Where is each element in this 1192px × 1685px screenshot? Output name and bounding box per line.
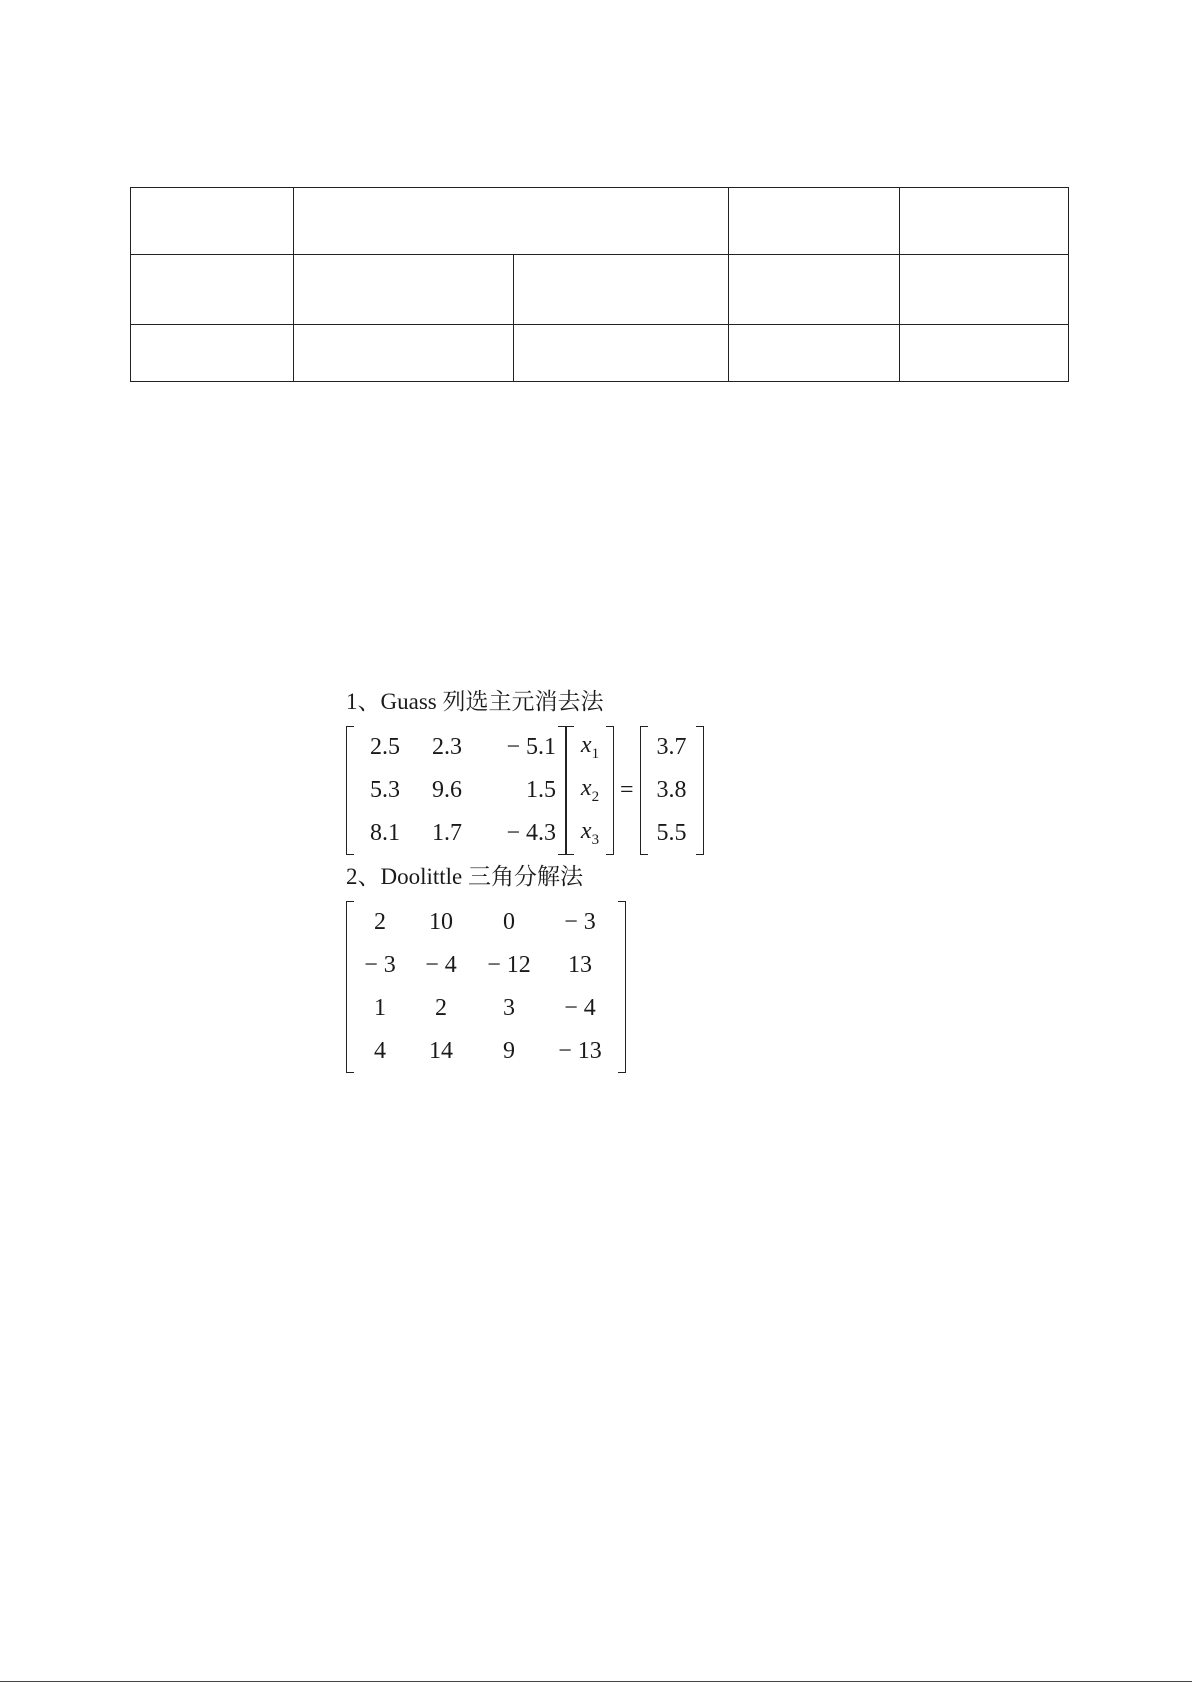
coefficient-matrix	[346, 726, 566, 855]
table-cell	[514, 255, 729, 325]
matrix-row	[574, 726, 606, 769]
table-row	[131, 325, 1069, 382]
matrix-cell: 3.7	[656, 734, 687, 760]
table-cell	[131, 325, 294, 382]
doolittle-matrix	[346, 901, 626, 1073]
matrix-cell: − 4	[564, 995, 596, 1021]
table-cell	[729, 188, 900, 255]
matrix-row	[354, 1030, 618, 1073]
matrix-cell: 5.5	[656, 820, 687, 846]
rhs-vector	[640, 726, 704, 855]
variable-cell	[574, 726, 606, 769]
table-row	[131, 188, 1069, 255]
table-row	[131, 255, 1069, 325]
matrix-cell: 3.8	[656, 777, 687, 803]
matrix-row	[354, 987, 618, 1030]
matrix-cell: 1	[374, 995, 386, 1021]
matrix-row	[354, 769, 558, 812]
matrix-row	[354, 901, 618, 944]
matrix-row	[648, 726, 696, 769]
matrix-row	[354, 812, 558, 855]
matrix-cell: 13	[568, 952, 592, 978]
page-bottom-rule	[0, 1681, 1192, 1682]
table-cell	[294, 255, 514, 325]
matrix-cell: − 4	[425, 952, 457, 978]
matrix-cell: 8.1	[370, 820, 400, 846]
equals-sign: =	[620, 777, 634, 803]
matrix-row	[354, 944, 618, 987]
table-cell	[514, 325, 729, 382]
variable-name: x	[580, 732, 592, 759]
matrix-cell: 2	[374, 909, 386, 935]
table-cell	[900, 325, 1069, 382]
matrix-cell: 1.7	[432, 820, 462, 846]
matrix-cell: 10	[429, 909, 453, 935]
table-cell	[131, 188, 294, 255]
problem2-title: 2、Doolittle 三角分解法	[346, 864, 584, 889]
table-cell	[900, 255, 1069, 325]
problem1-equation	[346, 726, 866, 855]
table-cell	[729, 325, 900, 382]
matrix-cell: 0	[503, 909, 515, 935]
matrix-cell: − 3	[364, 952, 396, 978]
table-cell	[729, 255, 900, 325]
variable-subscript: 2	[591, 788, 600, 805]
matrix-cell: 2.3	[432, 734, 462, 760]
table-cell	[131, 255, 294, 325]
matrix-cell: − 5.1	[506, 734, 556, 760]
matrix-cell: 2.5	[370, 734, 400, 760]
table-cell	[294, 325, 514, 382]
matrix-row	[574, 812, 606, 855]
matrix-cell: − 13	[558, 1038, 602, 1064]
variable-subscript: 1	[591, 745, 600, 762]
table-cell-merged	[294, 188, 729, 255]
matrix-cell: 4	[374, 1038, 386, 1064]
variable-name: x	[580, 775, 592, 802]
matrix-row	[354, 726, 558, 769]
matrix-cell: − 4.3	[506, 820, 556, 846]
matrix-row	[574, 769, 606, 812]
table-cell	[900, 188, 1069, 255]
problem-section	[346, 686, 866, 1078]
matrix-cell: 9.6	[432, 777, 462, 803]
variable-subscript: 3	[591, 831, 600, 848]
variable-cell	[574, 812, 606, 855]
variable-name: x	[580, 818, 592, 845]
matrix-cell: 14	[429, 1038, 453, 1064]
matrix-row	[648, 812, 696, 855]
variable-vector	[566, 726, 614, 855]
matrix-cell: 2	[435, 995, 447, 1021]
problem1-title: 1、Guass 列选主元消去法	[346, 689, 604, 714]
header-table	[130, 187, 1069, 382]
matrix-cell: 9	[503, 1038, 515, 1064]
matrix-cell: 5.3	[370, 777, 400, 803]
matrix-row	[648, 769, 696, 812]
variable-cell	[574, 769, 606, 812]
matrix-cell: − 12	[487, 952, 531, 978]
matrix-cell: − 3	[564, 909, 596, 935]
matrix-cell: 3	[503, 995, 515, 1021]
matrix-cell: 1.5	[526, 777, 556, 803]
